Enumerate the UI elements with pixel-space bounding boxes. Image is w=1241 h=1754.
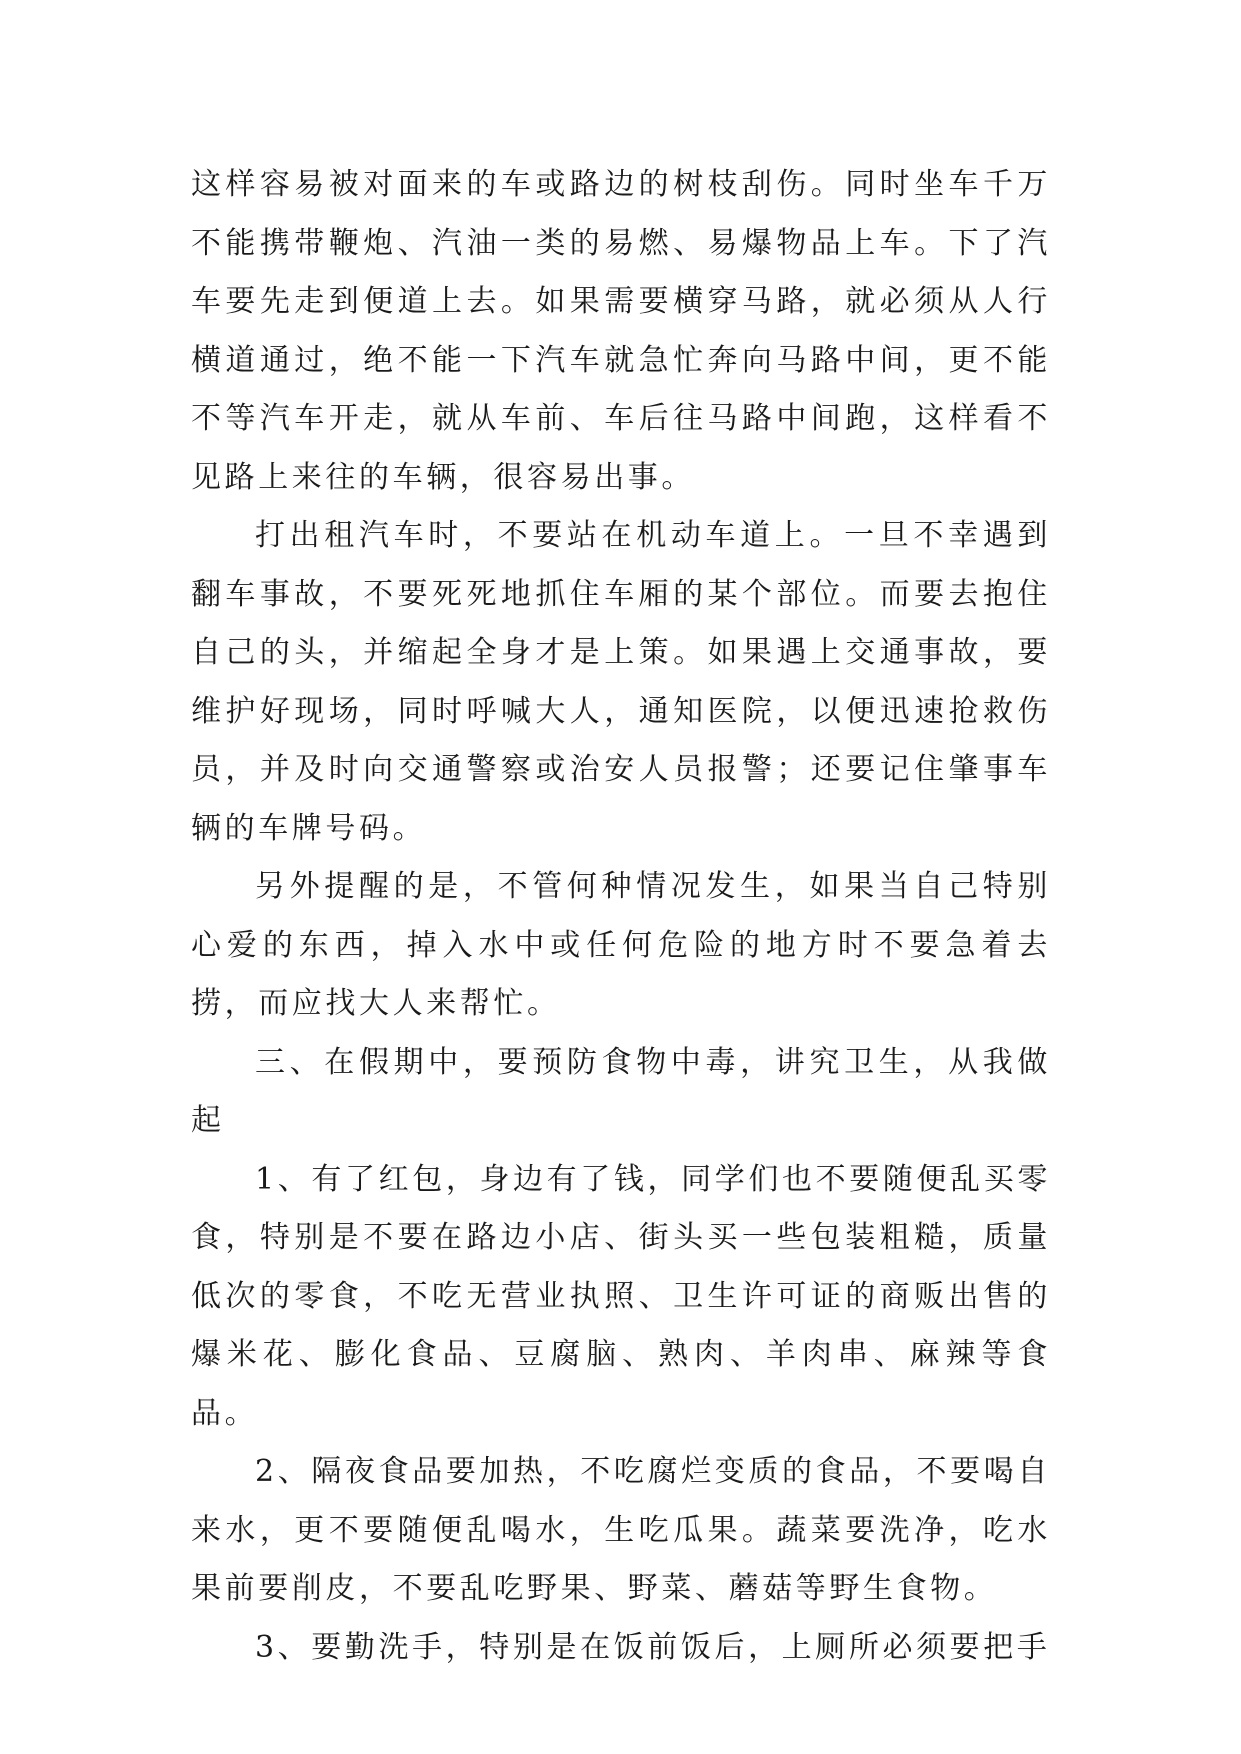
list-item-2: 2、隔夜食品要加热，不吃腐烂变质的食品，不要喝自来水，更不要随便乱喝水，生吃瓜果。蔬菜要洗净，吃水果前要削皮，不要乱吃野果、野菜、蘑菇等野生食物。 (191, 1454, 1051, 1606)
list-item-3: 3、要勤洗手，特别是在饭前饭后，上厕所必须要把手 (255, 1629, 1051, 1665)
list-item-1: 1、有了红包，身边有了钱，同学们也不要随便乱买零食，特别是不要在路边小店、街头买一些包装粗糙，质量低次的零食，不吃无营业执照、卫生许可证的商贩出售的爆米花、膨化食品、豆腐脑、熟肉、羊肉串、麻辣等食品。 (191, 1161, 1051, 1431)
section-heading: 三、在假期中，要预防食物中毒，讲究卫生，从我做起 (191, 1044, 1051, 1138)
document-body (191, 156, 1051, 1677)
paragraph-3: 另外提醒的是，不管何种情况发生，如果当自己特别心爱的东西，掉入水中或任何危险的地方时不要急着去捞，而应找大人来帮忙。 (191, 869, 1051, 1021)
paragraph-1: 这样容易被对面来的车或路边的树枝刮伤。同时坐车千万不能携带鞭炮、汽油一类的易燃、易爆物品上车。下了汽车要先走到便道上去。如果需要横穿马路，就必须从人行横道通过，绝不能一下汽车就急忙奔向马路中间，更不能不等汽车开走，就从车前、车后往马路中间跑，这样看不见路上来往的车辆，很容易出事。 (191, 167, 1051, 495)
paragraph-2: 打出租汽车时，不要站在机动车道上。一旦不幸遇到翻车事故，不要死死地抓住车厢的某个部位。而要去抱住自己的头，并缩起全身才是上策。如果遇上交通事故，要维护好现场，同时呼喊大人，通知医院，以便迅速抢救伤员，并及时向交通警察或治安人员报警；还要记住肇事车辆的车牌号码。 (191, 518, 1051, 846)
